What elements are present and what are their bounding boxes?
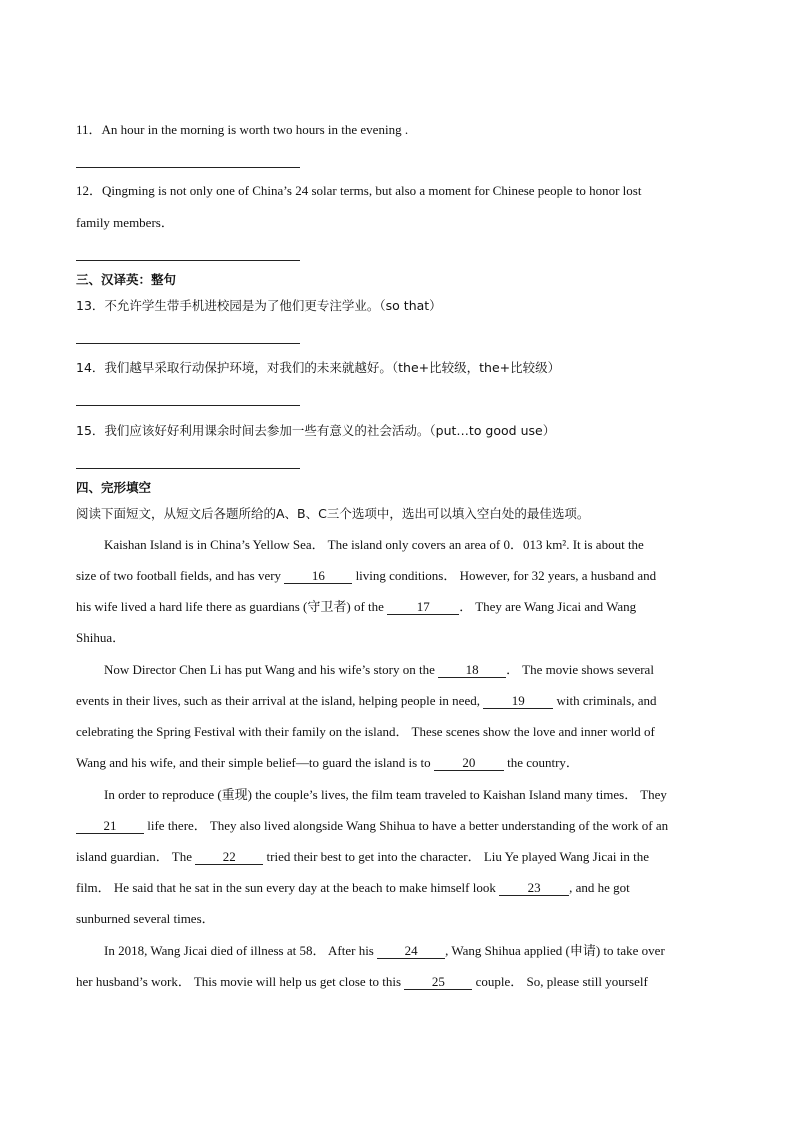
passage-text: her husband’s work． This movie will help us get close to this — [76, 974, 405, 989]
question-12-line2: family members． — [76, 215, 174, 230]
question-11: 11．An hour in the morning is worth two hours in the evening . — [76, 122, 409, 137]
passage-text: couple． So, please still yourself — [472, 974, 648, 989]
passage-line: Kaishan Island is in China’s Yellow Sea． The island only covers an area of 0．013 km². It is about the — [104, 537, 644, 552]
answer-line-13 — [76, 343, 300, 344]
answer-line-14 — [76, 405, 300, 406]
passage-line: Shihua． — [76, 630, 126, 645]
passage-line — [104, 660, 654, 680]
passage-line — [76, 878, 630, 898]
passage-line — [76, 972, 648, 992]
passage-line — [76, 597, 636, 617]
passage-line — [76, 691, 656, 711]
answer-line-15 — [76, 468, 300, 469]
passage-text: ． They are Wang Jicai and Wang — [459, 599, 637, 614]
question-14: 14．我们越早采取行动保护环境，对我们的未来就越好。（the+比较级，the+比较级） — [76, 360, 561, 375]
section-4-instruction: 阅读下面短文，从短文后各题所给的A、B、C三个选项中，选出可以填入空白处的最佳选项。 — [76, 506, 590, 521]
passage-line — [104, 941, 665, 961]
passage-text: Now Director Chen Li has put Wang and his wife’s story on the — [104, 662, 439, 677]
passage-text: the country． — [503, 755, 579, 770]
blank-19[interactable]: 19 — [483, 693, 553, 709]
passage-text: his wife lived a hard life there as guardians (守卫者) of the — [76, 599, 388, 614]
question-12-line1: 12．Qingming is not only one of China’s 24 solar terms, but also a moment for Chinese people to honor lost — [76, 183, 642, 198]
passage-text: with criminals, and — [553, 693, 657, 708]
passage-text: size of two football fields, and has very — [76, 568, 285, 583]
answer-line-11 — [76, 167, 300, 168]
question-13: 13．不允许学生带手机进校园是为了他们更专注学业。（so that） — [76, 298, 442, 313]
blank-18[interactable]: 18 — [438, 662, 506, 678]
passage-line — [76, 566, 656, 586]
blank-16[interactable]: 16 — [284, 568, 352, 584]
passage-text: ． The movie shows several — [506, 662, 654, 677]
section-4-heading: 四、完形填空 — [76, 480, 152, 495]
passage-text: island guardian． The — [76, 849, 196, 864]
passage-line — [76, 847, 649, 867]
answer-line-12 — [76, 260, 300, 261]
passage-text: Wang and his wife, and their simple belief—to guard the island is to — [76, 755, 434, 770]
passage-line: celebrating the Spring Festival with their family on the island． These scenes show the love and inner world of — [76, 724, 655, 739]
passage-line — [76, 753, 579, 773]
blank-20[interactable]: 20 — [434, 755, 504, 771]
passage-text: tried their best to get into the character． Liu Ye played Wang Jicai in the — [263, 849, 649, 864]
blank-22[interactable]: 22 — [195, 849, 263, 865]
passage-text: , and he got — [569, 880, 630, 895]
passage-line — [76, 816, 668, 836]
passage-text: In 2018, Wang Jicai died of illness at 58． After his — [104, 943, 378, 958]
blank-17[interactable]: 17 — [387, 599, 459, 615]
passage-text: life there． They also lived alongside Wang Shihua to have a better understanding of the work of an — [144, 818, 669, 833]
blank-24[interactable]: 24 — [377, 943, 445, 959]
passage-text: , Wang Shihua applied (申请) to take over — [445, 943, 665, 958]
passage-line: In order to reproduce (重现) the couple’s lives, the film team traveled to Kaishan Island many times． They — [104, 787, 667, 802]
passage-text: living conditions． However, for 32 years, a husband and — [352, 568, 657, 583]
blank-21[interactable]: 21 — [76, 818, 144, 834]
passage-text: events in their lives, such as their arrival at the island, helping people in need, — [76, 693, 484, 708]
passage-line: sunburned several times． — [76, 911, 215, 926]
blank-25[interactable]: 25 — [404, 974, 472, 990]
passage-text: film． He said that he sat in the sun every day at the beach to make himself look — [76, 880, 500, 895]
section-3-heading: 三、汉译英：整句 — [76, 272, 177, 287]
question-15: 15．我们应该好好利用课余时间去参加一些有意义的社会活动。（put…to good use） — [76, 423, 556, 438]
blank-23[interactable]: 23 — [499, 880, 569, 896]
